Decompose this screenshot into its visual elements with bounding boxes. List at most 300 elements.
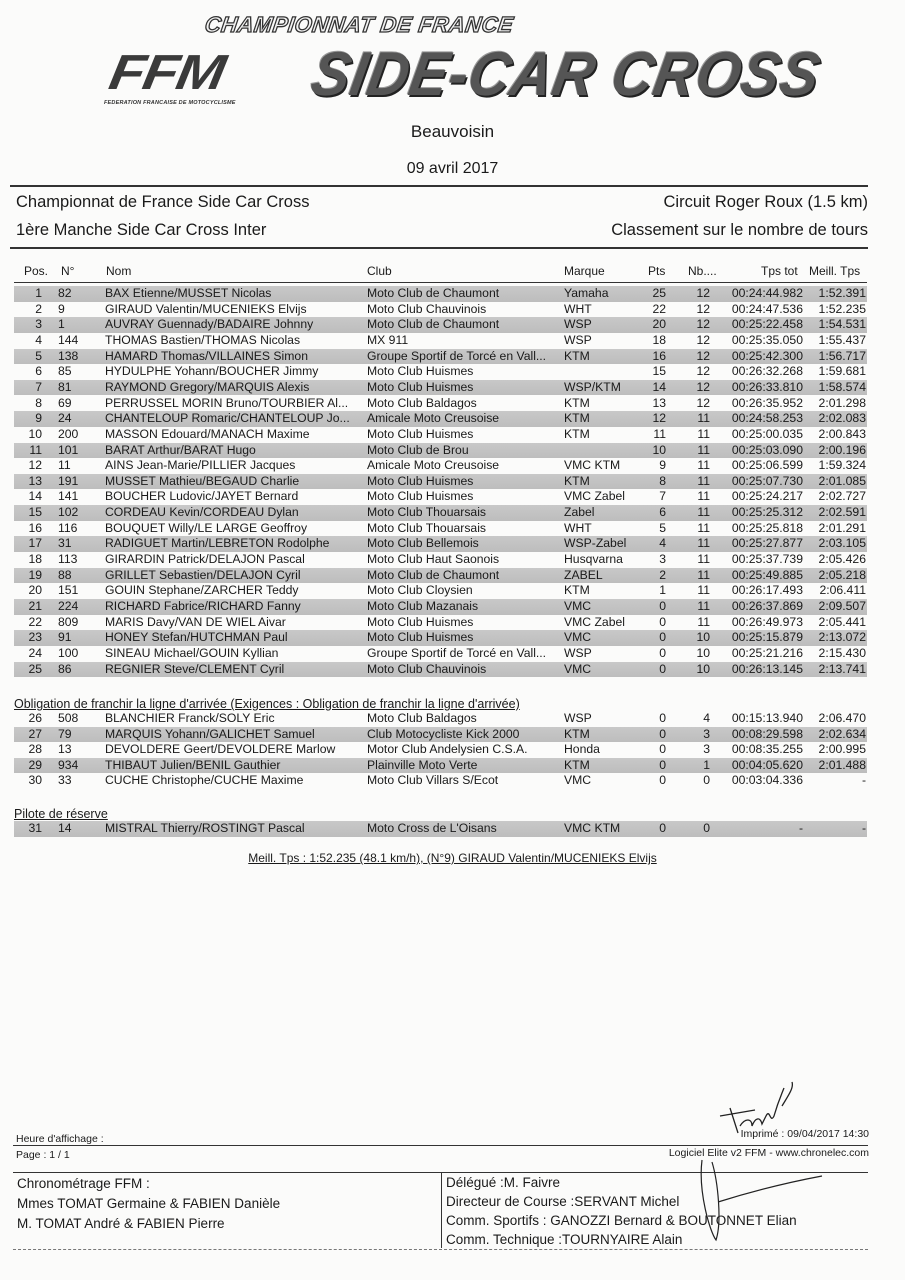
table-row	[14, 443, 867, 459]
cell-pos: 9	[35, 411, 42, 426]
cell-num: 69	[58, 395, 72, 410]
cell-num: 151	[58, 583, 79, 598]
cell-club: Moto Club Bellemois	[367, 536, 479, 551]
cell-best: 2:15.430	[818, 645, 866, 660]
cell-nom: MUSSET Mathieu/BEGAUD Charlie	[105, 473, 300, 488]
cell-pts: 25	[652, 286, 666, 300]
cell-pts: 0	[659, 645, 666, 660]
col-pos: Pos.	[24, 264, 49, 278]
cell-best: 2:01.085	[818, 473, 866, 488]
cell-nom: CHANTELOUP Romaric/CHANTELOUP Jo...	[105, 411, 350, 426]
cell-best: 1:55.437	[818, 332, 866, 347]
timing-line-1: Mmes TOMAT Germaine & FABIEN Danièle	[17, 1196, 281, 1211]
cell-marque: Yamaha	[564, 286, 609, 300]
best-lap-summary: Meill. Tps : 1:52.235 (48.1 km/h), (N°9) GIRAUD Valentin/MUCENIEKS Elvijs	[248, 851, 657, 865]
cell-nb: 12	[696, 395, 710, 410]
cell-tot: 00:04:05.620	[731, 757, 803, 772]
table-row	[14, 521, 867, 537]
timing-line-2: M. TOMAT André & FABIEN Pierre	[17, 1216, 225, 1231]
cell-num: 11	[58, 458, 71, 473]
cell-nb: 11	[697, 536, 710, 551]
cell-tot: 00:26:33.810	[731, 379, 803, 394]
cell-best: 2:00.843	[818, 426, 866, 441]
cell-pos: 6	[35, 364, 42, 379]
cell-best: -	[861, 821, 866, 835]
cell-pos: 22	[28, 614, 42, 629]
cell-marque: KTM	[564, 411, 590, 426]
cell-marque: KTM	[564, 395, 590, 410]
table-row	[14, 552, 867, 568]
cell-nom: BLANCHIER Franck/SOLY Eric	[105, 711, 275, 725]
cell-pts: 5	[659, 520, 666, 535]
table-row	[14, 302, 867, 318]
cell-best: 1:56.717	[818, 348, 866, 363]
cell-best: 2:01.298	[818, 395, 866, 410]
cell-club: Moto Club Mazanais	[367, 599, 479, 613]
cell-nb: 11	[697, 442, 710, 457]
cell-nom: THIBAUT Julien/BENIL Gauthier	[105, 757, 281, 772]
cell-pts: 1	[659, 583, 666, 598]
cell-pts: 0	[659, 773, 666, 788]
table-row	[14, 380, 867, 396]
cell-nb: 3	[703, 742, 710, 757]
cell-pos: 21	[28, 599, 42, 613]
cell-tot: 00:26:49.973	[731, 614, 803, 629]
cell-pos: 18	[28, 552, 42, 567]
cell-tot: 00:25:00.035	[731, 426, 803, 441]
cell-pos: 3	[35, 317, 42, 332]
cell-num: 508	[58, 711, 79, 725]
cell-pos: 7	[35, 379, 42, 394]
cell-pts: 8	[659, 473, 666, 488]
cell-tot: 00:08:29.598	[731, 726, 803, 741]
cell-best: 2:13.072	[818, 630, 866, 645]
cell-pos: 14	[28, 489, 42, 504]
cell-marque: KTM	[564, 348, 590, 363]
table-row	[14, 599, 867, 615]
cell-pts: 22	[652, 301, 666, 316]
cell-tot: 00:08:35.255	[731, 742, 803, 757]
cell-nom: AUVRAY Guennady/BADAIRE Johnny	[105, 317, 314, 332]
championship-title: Championnat de France Side Car Cross	[16, 193, 310, 211]
cell-nb: 11	[697, 458, 710, 473]
table-row	[14, 427, 867, 443]
cell-pos: 25	[28, 661, 42, 676]
cell-marque: WSP/KTM	[564, 379, 621, 394]
cell-pos: 23	[28, 630, 42, 645]
cell-pos: 11	[29, 442, 42, 457]
cell-pos: 2	[35, 301, 42, 316]
cell-best: 2:13.741	[818, 661, 866, 676]
cell-nb: 0	[703, 821, 710, 835]
cell-pts: 14	[652, 379, 666, 394]
cell-nom: CUCHE Christophe/CUCHE Maxime	[105, 773, 304, 788]
cell-pts: 0	[659, 821, 666, 835]
cell-best: 2:09.507	[818, 599, 866, 613]
ffm-logo: FFM	[105, 44, 229, 101]
cell-num: 91	[58, 630, 72, 645]
cell-nom: RAYMOND Gregory/MARQUIS Alexis	[105, 379, 310, 394]
cell-marque: WSP	[564, 645, 592, 660]
cell-num: 31	[58, 536, 72, 551]
cell-pts: 13	[652, 395, 666, 410]
cell-pts: 0	[659, 614, 666, 629]
cell-pos: 20	[28, 583, 42, 598]
table-row	[14, 317, 867, 333]
cell-marque: VMC KTM	[564, 458, 621, 473]
cell-pts: 20	[652, 317, 666, 332]
cell-best: 2:05.218	[818, 567, 866, 582]
print-timestamp: Imprimé : 09/04/2017 14:30	[740, 1128, 869, 1140]
table-row	[14, 758, 867, 774]
table-row	[14, 364, 867, 380]
cell-num: 809	[58, 614, 79, 629]
cell-nom: GOUIN Stephane/ZARCHER Teddy	[105, 583, 299, 598]
cell-nom: MASSON Edouard/MANACH Maxime	[105, 426, 310, 441]
cell-pts: 9	[659, 458, 666, 473]
table-row	[14, 505, 867, 521]
cell-club: Plainville Moto Verte	[367, 757, 478, 772]
ffm-logo-subtitle: FEDERATION FRANCAISE DE MOTOCYCLISME	[104, 100, 236, 106]
table-row	[14, 396, 867, 412]
cell-tot: 00:25:03.090	[731, 442, 803, 457]
cell-nom: GRILLET Sebastien/DELAJON Cyril	[105, 567, 301, 582]
cell-pts: 11	[653, 426, 666, 441]
cell-nb: 11	[697, 520, 710, 535]
cell-tot: 00:25:35.050	[731, 332, 803, 347]
cell-num: 116	[58, 520, 78, 535]
cell-club: Moto Club Haut Saonois	[367, 552, 500, 567]
cell-nom: BOUQUET Willy/LE LARGE Geoffroy	[105, 520, 308, 535]
cell-best: 2:00.196	[818, 442, 866, 457]
cell-club: Moto Club Thouarsais	[367, 520, 487, 535]
cell-pos: 27	[28, 726, 42, 741]
cell-club: Moto Club Huismes	[367, 364, 474, 379]
cell-nom: RICHARD Fabrice/RICHARD Fanny	[105, 599, 301, 613]
cell-num: 85	[58, 364, 72, 379]
cell-marque: VMC	[564, 773, 592, 788]
cell-num: 141	[58, 489, 79, 504]
divider	[13, 1145, 868, 1146]
cell-nb: 1	[703, 757, 710, 772]
cell-nom: MARIS Davy/VAN DE WIEL Aivar	[105, 614, 286, 629]
col-nb: Nb....	[688, 264, 717, 278]
cell-pts: 16	[652, 348, 666, 363]
cell-marque: Husqvarna	[564, 552, 623, 567]
cell-nom: GIRARDIN Patrick/DELAJON Pascal	[105, 552, 305, 567]
cell-num: 88	[58, 567, 72, 582]
col-club: Club	[367, 264, 392, 278]
cell-num: 13	[58, 742, 72, 757]
cell-pos: 13	[28, 473, 42, 488]
cell-tot: 00:25:24.217	[731, 489, 803, 504]
table-row	[14, 742, 867, 758]
cell-pts: 0	[659, 661, 666, 676]
timing-title: Chronométrage FFM :	[17, 1176, 150, 1191]
cell-tot: 00:25:37.739	[731, 552, 803, 567]
cell-tot: 00:15:13.940	[731, 711, 803, 725]
col-marque: Marque	[564, 264, 605, 278]
cell-pos: 26	[28, 711, 42, 725]
cell-num: 102	[58, 505, 79, 520]
cell-pts: 4	[659, 536, 666, 551]
cell-marque: VMC KTM	[564, 821, 621, 835]
cell-marque: VMC	[564, 599, 592, 613]
col-meill-tps: Meill. Tps	[809, 264, 861, 278]
divider	[10, 185, 868, 187]
cell-marque: Honda	[564, 742, 600, 757]
directeur-course: Directeur de Course :SERVANT Michel	[446, 1194, 680, 1209]
race-title: 1ère Manche Side Car Cross Inter	[16, 221, 267, 239]
software-credit: Logiciel Elite v2 FFM - www.chronelec.com	[668, 1147, 869, 1159]
cell-nb: 4	[703, 711, 710, 725]
cell-best: 2:01.488	[818, 757, 866, 772]
cell-pos: 4	[35, 332, 42, 347]
table-row	[14, 568, 867, 584]
cell-tot: 00:25:07.730	[731, 473, 803, 488]
table-row	[14, 411, 867, 427]
cell-pos: 30	[28, 773, 42, 788]
cell-nb: 11	[697, 599, 710, 613]
cell-tot: 00:26:37.869	[731, 599, 803, 613]
cell-num: 191	[58, 473, 79, 488]
cell-best: 2:02.727	[818, 489, 866, 504]
cell-pos: 16	[28, 520, 42, 535]
cell-num: 14	[58, 821, 72, 835]
cell-club: Moto Club Villars S/Ecot	[367, 773, 499, 788]
cell-tot: -	[798, 821, 803, 835]
cell-club: Moto Club de Chaumont	[367, 567, 500, 582]
table-row	[14, 711, 867, 727]
cell-nb: 12	[696, 348, 710, 363]
cell-club: Moto Club Huismes	[367, 630, 474, 645]
cell-num: 1	[58, 317, 65, 332]
cell-club: Moto Club Huismes	[367, 426, 474, 441]
cell-tot: 00:26:17.493	[731, 583, 803, 598]
cell-marque: VMC Zabel	[564, 489, 625, 504]
col-pts: Pts	[648, 264, 666, 278]
cell-pos: 10	[28, 426, 42, 441]
cell-num: 82	[58, 286, 72, 300]
heure-affichage: Heure d'affichage :	[16, 1133, 104, 1145]
cell-pos: 29	[28, 757, 42, 772]
cell-pts: 0	[659, 599, 666, 613]
cell-tot: 00:25:49.885	[731, 567, 803, 582]
cell-pts: 0	[659, 757, 666, 772]
cell-num: 101	[58, 442, 79, 457]
cell-num: 200	[58, 426, 79, 441]
cell-tot: 00:25:15.879	[731, 630, 803, 645]
table-row	[14, 489, 867, 505]
cell-nb: 12	[696, 332, 710, 347]
cell-nb: 11	[697, 411, 710, 426]
cell-club: Moto Club Thouarsais	[367, 505, 487, 520]
cell-marque: WSP	[564, 711, 592, 725]
cell-nb: 12	[696, 317, 710, 332]
cell-nom: REGNIER Steve/CLEMENT Cyril	[105, 661, 285, 676]
cell-nom: MISTRAL Thierry/ROSTINGT Pascal	[105, 821, 305, 835]
cell-marque: VMC	[564, 630, 592, 645]
table-row	[14, 536, 867, 552]
section-reserve-title: Pilote de réserve	[14, 807, 108, 821]
cell-nom: BOUCHER Ludovic/JAYET Bernard	[105, 489, 299, 504]
cell-pts: 2	[659, 567, 666, 582]
table-row	[14, 646, 867, 662]
cell-club: Moto Club Huismes	[367, 614, 474, 629]
cell-marque: WSP-Zabel	[564, 536, 627, 551]
table-row	[14, 474, 867, 490]
comm-technique: Comm. Technique :TOURNYAIRE Alain	[446, 1232, 683, 1247]
cell-nb: 10	[696, 645, 710, 660]
cell-tot: 00:03:04.336	[731, 773, 803, 788]
cell-club: Moto Club de Chaumont	[367, 317, 500, 332]
cell-tot: 00:24:44.982	[731, 286, 803, 300]
table-row	[14, 773, 867, 789]
table-row	[14, 727, 867, 743]
cell-marque: KTM	[564, 757, 590, 772]
cell-nb: 12	[696, 379, 710, 394]
cell-pts: 3	[659, 552, 666, 567]
cell-best: 2:03.105	[818, 536, 866, 551]
event-date: 09 avril 2017	[406, 160, 499, 177]
signature-icon	[690, 1152, 830, 1242]
cell-pos: 1	[35, 286, 42, 300]
cell-tot: 00:25:06.599	[731, 458, 803, 473]
logo-championnat: CHAMPIONNAT DE FRANCE	[203, 12, 516, 37]
cell-nom: HYDULPHE Yohann/BOUCHER Jimmy	[105, 364, 319, 379]
cell-nb: 11	[697, 583, 710, 598]
ranking-type: Classement sur le nombre de tours	[611, 221, 868, 239]
cell-best: 2:00.995	[818, 742, 866, 757]
cell-num: 100	[58, 645, 79, 660]
cell-nom: BAX Etienne/MUSSET Nicolas	[105, 286, 272, 300]
cell-num: 144	[58, 332, 79, 347]
cell-club: Moto Club Baldagos	[367, 395, 477, 410]
cell-best: 1:52.235	[818, 301, 866, 316]
cell-best: 1:54.531	[818, 317, 866, 332]
cell-club: Moto Club Cloysien	[367, 583, 473, 598]
cell-nb: 3	[703, 726, 710, 741]
cell-tot: 00:26:13.145	[731, 661, 803, 676]
cell-marque: VMC Zabel	[564, 614, 625, 629]
cell-num: 934	[58, 757, 79, 772]
header-divider	[14, 282, 867, 283]
cell-tot: 00:26:35.952	[731, 395, 803, 410]
cell-nb: 10	[696, 661, 710, 676]
cell-marque: WSP	[564, 332, 592, 347]
cell-club: MX 911	[367, 332, 409, 347]
table-row	[14, 615, 867, 631]
cell-tot: 00:24:58.253	[731, 411, 803, 426]
cell-pos: 5	[35, 348, 42, 363]
cell-tot: 00:25:25.312	[731, 505, 803, 520]
cell-pts: 0	[659, 630, 666, 645]
cell-pos: 31	[28, 821, 42, 835]
cell-tot: 00:25:27.877	[731, 536, 803, 551]
cell-nb: 11	[697, 614, 710, 629]
cell-marque: ZABEL	[564, 567, 603, 582]
circuit: Circuit Roger Roux (1.5 km)	[663, 193, 868, 211]
cell-pos: 17	[28, 536, 42, 551]
cell-pts: 10	[652, 442, 666, 457]
table-row	[14, 286, 867, 302]
cell-best: 1:58.574	[818, 379, 866, 394]
officials-divider	[441, 1172, 442, 1248]
cell-nom: BARAT Arthur/BARAT Hugo	[105, 442, 256, 457]
cell-nom: RADIGUET Martin/LEBRETON Rodolphe	[105, 536, 330, 551]
cell-marque: Zabel	[564, 505, 595, 520]
cell-marque: WHT	[564, 301, 592, 316]
cell-nom: THOMAS Bastien/THOMAS Nicolas	[105, 332, 301, 347]
page-number: Page : 1 / 1	[16, 1149, 70, 1161]
cell-num: 79	[58, 726, 72, 741]
cell-nb: 11	[697, 489, 710, 504]
cell-tot: 00:25:42.300	[731, 348, 803, 363]
cell-nom: DEVOLDERE Geert/DEVOLDERE Marlow	[105, 742, 336, 757]
cell-marque: KTM	[564, 426, 590, 441]
cell-best: 2:05.426	[818, 552, 866, 567]
table-row	[14, 583, 867, 599]
cell-num: 81	[58, 379, 72, 394]
cell-num: 33	[58, 773, 72, 788]
cell-nom: HONEY Stefan/HUTCHMAN Paul	[105, 630, 288, 645]
cell-pts: 0	[659, 742, 666, 757]
cell-pos: 15	[28, 505, 42, 520]
cell-pts: 7	[659, 489, 666, 504]
cell-nb: 12	[696, 286, 710, 300]
cell-pts: 6	[659, 505, 666, 520]
cell-marque: WHT	[564, 520, 592, 535]
cell-nb: 11	[697, 505, 710, 520]
cell-club: Moto Club de Brou	[367, 442, 469, 457]
cell-best: 2:02.634	[818, 726, 866, 741]
cell-club: Moto Club Huismes	[367, 489, 474, 504]
table-row	[14, 630, 867, 646]
table-row	[14, 821, 867, 837]
cell-club: Moto Club Baldagos	[367, 711, 477, 725]
cell-club: Moto Club Huismes	[367, 473, 474, 488]
cell-nb: 11	[697, 473, 710, 488]
cell-club: Moto Club de Chaumont	[367, 286, 500, 300]
cell-nom: AINS Jean-Marie/PILLIER Jacques	[105, 458, 296, 473]
cell-club: Moto Club Huismes	[367, 379, 474, 394]
cell-tot: 00:25:21.216	[731, 645, 803, 660]
table-header	[0, 264, 905, 280]
cell-pos: 8	[35, 395, 42, 410]
cell-pts: 12	[652, 411, 666, 426]
cell-best: 2:06.411	[819, 583, 866, 598]
cell-marque: KTM	[564, 473, 590, 488]
cell-best: 1:59.324	[818, 458, 866, 473]
col-num: N°	[61, 264, 75, 278]
cell-nb: 11	[697, 567, 710, 582]
cell-num: 224	[58, 599, 79, 613]
cell-best: 1:52.391	[818, 286, 866, 300]
cell-club: Moto Club Chauvinois	[367, 661, 487, 676]
cell-nb: 11	[697, 552, 710, 567]
cell-num: 138	[58, 348, 79, 363]
cell-num: 86	[58, 661, 72, 676]
cell-pos: 19	[28, 567, 42, 582]
comm-sportifs: Comm. Sportifs : GANOZZI Bernard & BOUTONNET Elian	[446, 1213, 797, 1228]
cell-pts: 0	[659, 711, 666, 725]
cell-marque: WSP	[564, 317, 592, 332]
cell-nom: MARQUIS Yohann/GALICHET Samuel	[105, 726, 315, 741]
cell-pos: 28	[28, 742, 42, 757]
cell-club: Moto Club Chauvinois	[367, 301, 487, 316]
cell-club: Amicale Moto Creusoise	[367, 411, 500, 426]
cell-nom: HAMARD Thomas/VILLAINES Simon	[105, 348, 308, 363]
